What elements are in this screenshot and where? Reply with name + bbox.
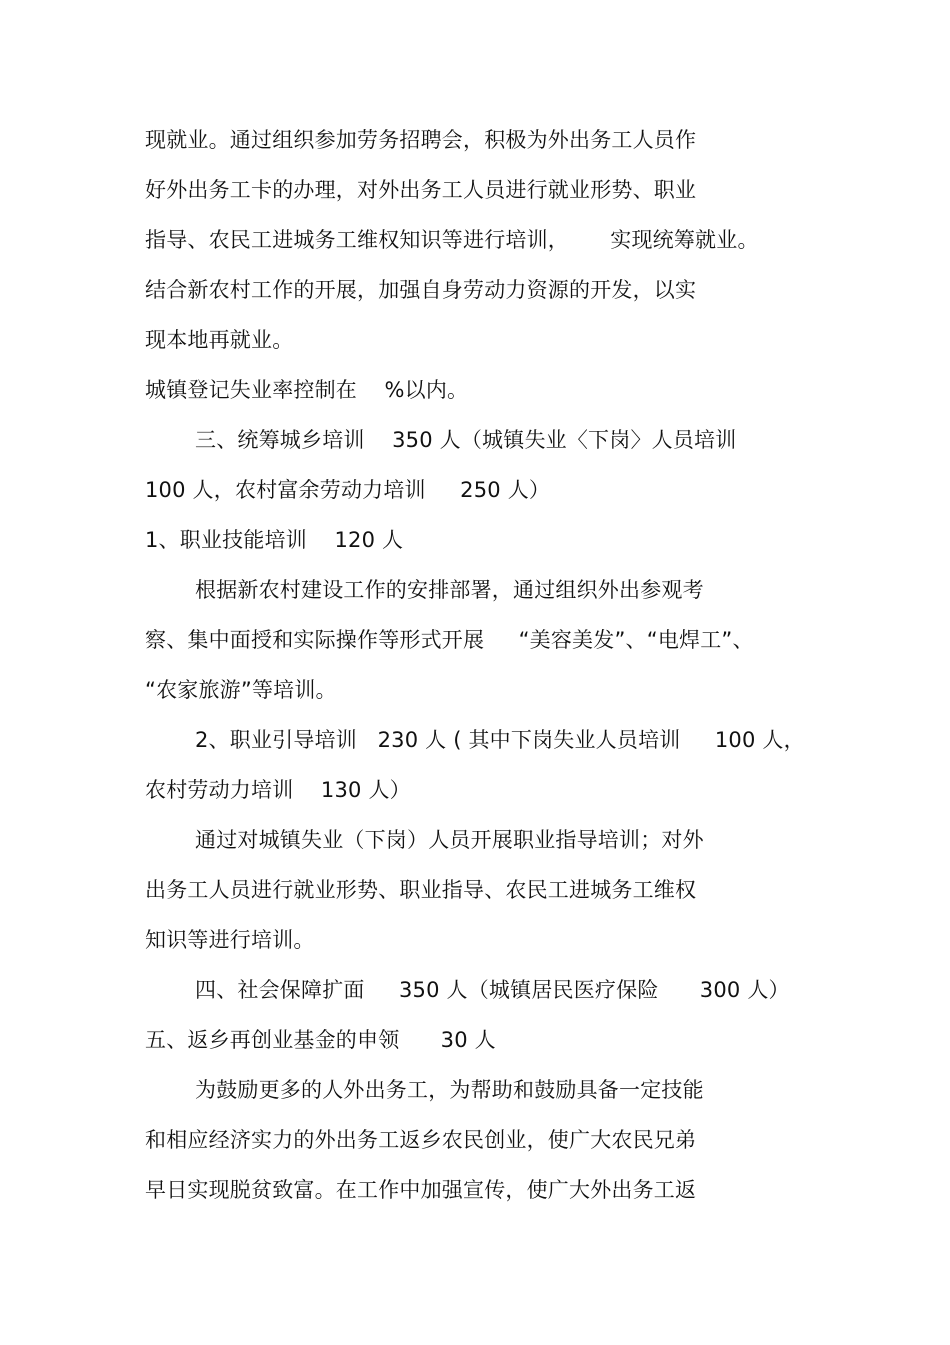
section-heading-4: 四、社会保障扩面 350 人（城镇居民医疗保险 300 人） — [195, 978, 790, 1002]
text-line-21: 和相应经济实力的外出务工返乡农民创业，使广大农民兄弟 — [145, 1128, 697, 1152]
text-line-15: 通过对城镇失业（下岗）人员开展职业指导培训；对外 — [195, 828, 704, 852]
text-line-20: 为鼓励更多的人外出务工，为帮助和鼓励具备一定技能 — [195, 1078, 704, 1102]
text-line-10: 根据新农村建设工作的安排部署，通过组织外出参观考 — [195, 578, 704, 602]
text-line-4: 结合新农村工作的开展，加强自身劳动力资源的开发，以实 — [145, 278, 697, 302]
text-line-11: 察、集中面授和实际操作等形式开展 “美容美发”、“电焊工”、 — [145, 628, 754, 652]
text-line-5: 现本地再就业。 — [145, 328, 294, 352]
text-line-3: 指导、农民工进城务工维权知识等进行培训， 实现统筹就业。 — [145, 228, 759, 252]
subheading-2: 2、职业引导培训 230 人 ( 其中下岗失业人员培训 100 人， — [195, 728, 805, 752]
text-line-2: 好外出务工卡的办理，对外出务工人员进行就业形势、职业 — [145, 178, 697, 202]
section-heading-5: 五、返乡再创业基金的申领 30 人 — [145, 1028, 496, 1052]
text-line-1: 现就业。通过组织参加劳务招聘会，积极为外出务工人员作 — [145, 128, 697, 152]
text-line-22: 早日实现脱贫致富。在工作中加强宣传，使广大外出务工返 — [145, 1178, 697, 1202]
text-line-16: 出务工人员进行就业形势、职业指导、农民工进城务工维权 — [145, 878, 697, 902]
section-heading-3: 三、统筹城乡培训 350 人（城镇失业〈下岗〉人员培训 — [195, 428, 737, 452]
text-line-12: “农家旅游”等培训。 — [145, 678, 337, 702]
text-line-6: 城镇登记失业率控制在 %以内。 — [145, 378, 469, 402]
subheading-1: 1、职业技能培训 120 人 — [145, 528, 404, 552]
text-line-14: 农村劳动力培训 130 人） — [145, 778, 411, 802]
text-line-17: 知识等进行培训。 — [145, 928, 315, 952]
text-line-8: 100 人，农村富余劳动力培训 250 人） — [145, 478, 551, 502]
